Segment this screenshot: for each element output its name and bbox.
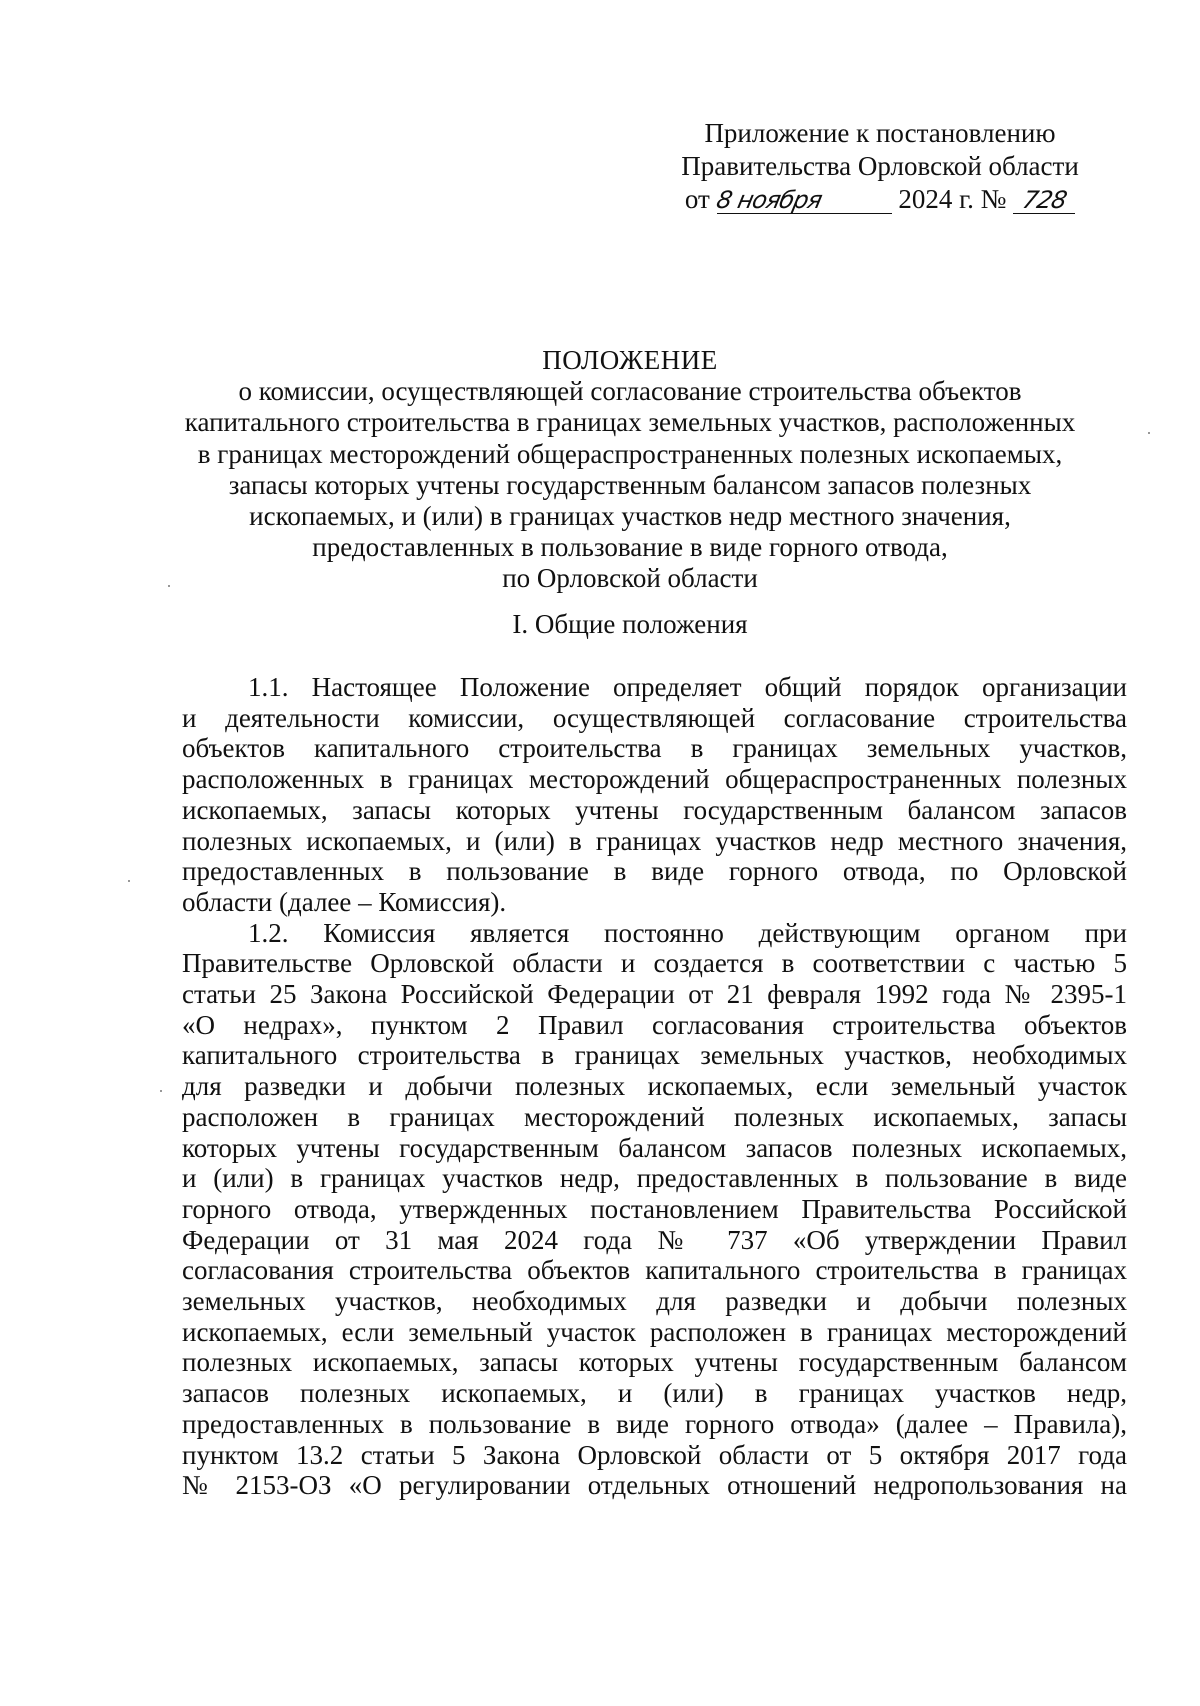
handwritten-number-field (1013, 186, 1075, 214)
paragraph-line: и деятельности комиссии, осуществляющей согласование строительства (182, 702, 1127, 733)
paragraph-line: «О недрах», пунктом 2 Правил согласования строительства объектов (182, 1009, 1127, 1040)
paragraph-line: согласования строительства объектов капитального строительства в границах (182, 1255, 1127, 1286)
paragraph-line: объектов капитального строительства в границах земельных участков, (182, 733, 1127, 764)
paragraph-line: для разведки и добычи полезных ископаемых, если земельный участок (182, 1071, 1127, 1102)
stamp-year-text: 2024 г. № (898, 184, 1007, 214)
paragraph-line: Федерации от 31 мая 2024 года № 737 «Об утверждении Правил (182, 1224, 1127, 1255)
stamp-prefix: от (684, 184, 710, 214)
paragraph-line: 1.2. Комиссия является постоянно действующим органом при (248, 917, 1127, 948)
subtitle-line: в границах месторождений общераспространенных полезных ископаемых, (197, 438, 1063, 469)
paragraph-line: которых учтены государственным балансом запасов полезных ископаемых, (182, 1132, 1127, 1163)
paragraph-line: запасов полезных ископаемых, и (или) в границах участков недр, (182, 1378, 1127, 1409)
paragraph-line: полезных ископаемых, запасы которых учтены государственным балансом (182, 1347, 1127, 1378)
stamp-line-1: Приложение к постановлению (704, 118, 1056, 148)
handwritten-date-field (713, 186, 892, 214)
paragraph-1-1 (182, 672, 1127, 918)
paragraph-line: области (далее – Комиссия). (182, 886, 507, 917)
scan-speck (160, 1090, 162, 1092)
handwritten-date: 8 ноября (713, 186, 824, 214)
section-heading: I. Общие положения (512, 609, 748, 639)
paragraph-line: № 2153-ОЗ «О регулировании отдельных отношений недропользования на (182, 1470, 1127, 1501)
paragraph-line: статьи 25 Закона Российской Федерации от 21 февраля 1992 года № 2395-1 (182, 979, 1127, 1010)
paragraph-line: расположен в границах месторождений полезных ископаемых, запасы (182, 1101, 1127, 1132)
paragraph-line: расположенных в границах месторождений общераспространенных полезных (182, 764, 1127, 795)
paragraph-line: горного отвода, утвержденных постановлением Правительства Российской (182, 1193, 1127, 1224)
paragraph-line: предоставленных в пользование в виде горного отвода» (далее – Правила), (182, 1408, 1127, 1439)
scan-speck (168, 585, 170, 587)
paragraph-line: ископаемых, если земельный участок расположен в границах месторождений (182, 1316, 1127, 1347)
subtitle-line: по Орловской области (502, 563, 758, 594)
subtitle-line: предоставленных в пользование в виде горного отвода, (312, 532, 948, 563)
paragraph-1-2 (182, 918, 1127, 1501)
paragraph-line: земельных участков, необходимых для разведки и добычи полезных (182, 1286, 1127, 1317)
paragraph-line: ископаемых, запасы которых учтены государственным балансом запасов (182, 794, 1127, 825)
handwritten-number: 728 (1019, 186, 1069, 214)
scan-speck (1148, 432, 1150, 434)
document-title-block (165, 345, 1095, 595)
approval-stamp (660, 117, 1100, 216)
paragraph-line: 1.1. Настоящее Положение определяет общий порядок организации (248, 672, 1127, 702)
paragraph-line: Правительстве Орловской области и создается в соответствии с частью 5 (182, 948, 1127, 979)
stamp-line-3 (660, 183, 1100, 216)
paragraph-line: полезных ископаемых, и (или) в границах участков недр местного значения, (182, 825, 1127, 856)
subtitle-line: о комиссии, осуществляющей согласование строительства объектов (238, 376, 1022, 407)
paragraph-line: капитального строительства в границах земельных участков, необходимых (182, 1040, 1127, 1071)
document-title: ПОЛОЖЕНИЕ (542, 345, 718, 375)
paragraph-line: предоставленных в пользование в виде горного отвода, по Орловской (182, 856, 1127, 887)
document-body (182, 672, 1127, 1501)
stamp-line-2: Правительства Орловской области (681, 151, 1079, 181)
subtitle-line: капитального строительства в границах земельных участков, расположенных (184, 407, 1076, 438)
subtitle-line: запасы которых учтены государственным балансом запасов полезных (228, 469, 1032, 500)
scan-speck (128, 880, 130, 882)
paragraph-line: пунктом 13.2 статьи 5 Закона Орловской области от 5 октября 2017 года (182, 1439, 1127, 1470)
paragraph-line: и (или) в границах участков недр, предоставленных в пользование в виде (182, 1163, 1127, 1194)
subtitle-line: ископаемых, и (или) в границах участков недр местного значения, (249, 501, 1011, 532)
